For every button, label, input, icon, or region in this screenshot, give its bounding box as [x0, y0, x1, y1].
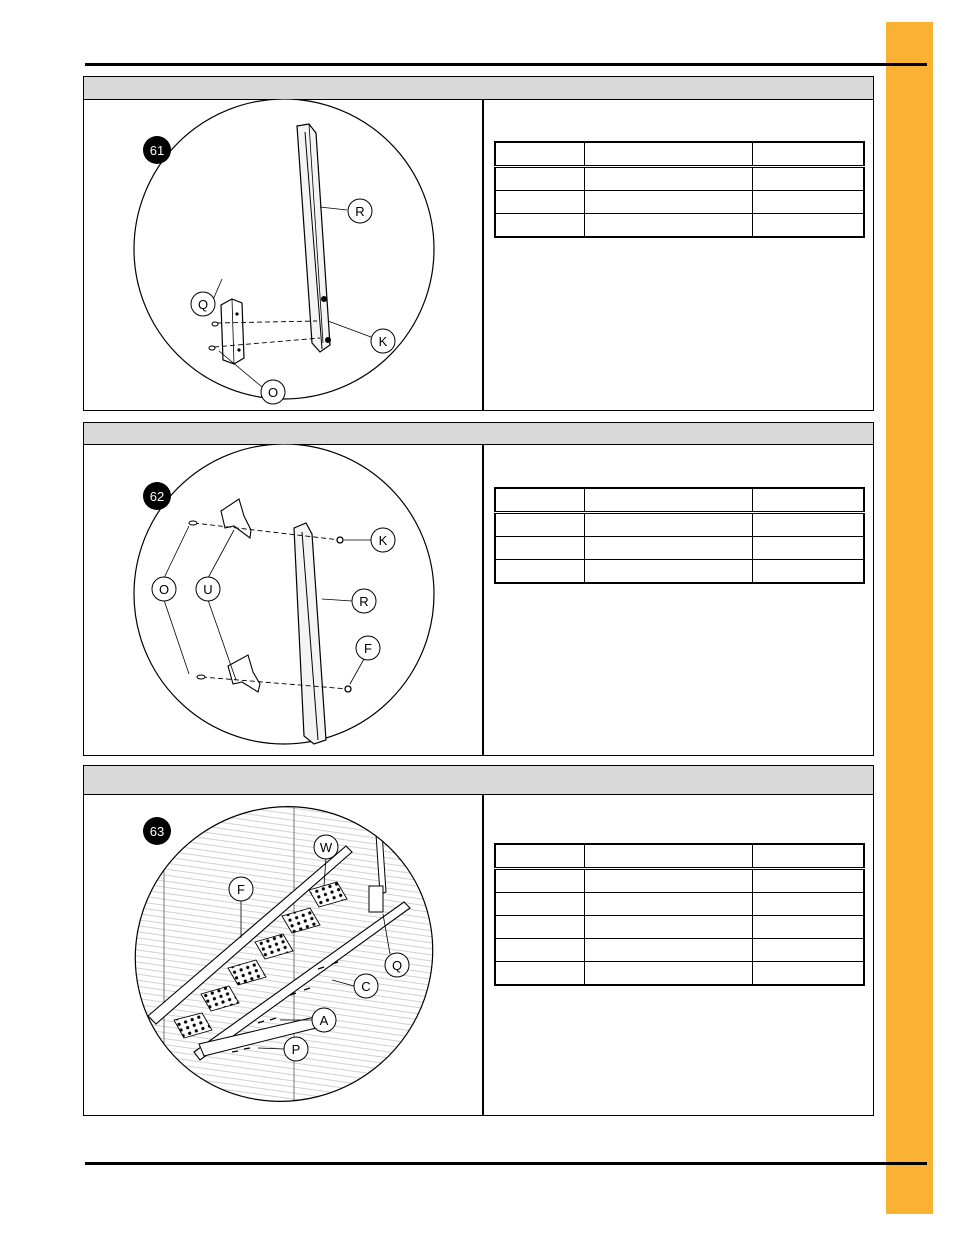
callout-label: K: [378, 533, 388, 548]
bracket-hole: [235, 312, 238, 315]
bracket-q: [369, 886, 383, 912]
bottom-rule: [85, 1162, 927, 1165]
callout-label: Q: [197, 297, 209, 312]
table-header-row: [495, 844, 864, 869]
callout-label: K: [378, 334, 388, 349]
callout-label: F: [364, 641, 372, 656]
table-row: [495, 167, 864, 191]
bolt-o: [212, 322, 218, 326]
step-61-illustration: [84, 99, 482, 411]
callout-label: A: [319, 1013, 329, 1028]
nut-k: [337, 537, 343, 543]
step-number: 63: [149, 824, 165, 839]
callout-label: Q: [391, 958, 403, 973]
chapter-side-tab: [886, 22, 933, 1214]
parts-table: [494, 843, 865, 986]
callout-label: O: [267, 385, 279, 400]
callout-label: P: [291, 1042, 301, 1057]
bolt-k2: [325, 337, 331, 343]
bolt-k: [321, 296, 327, 302]
nut-f: [345, 686, 351, 692]
table-row: [495, 560, 864, 584]
step-section-62: [83, 422, 874, 756]
bolt-o: [209, 346, 215, 350]
step-62-illustration: [84, 444, 482, 756]
table-row: [495, 962, 864, 986]
table-row: [495, 893, 864, 916]
table-row: [495, 916, 864, 939]
step-number: 61: [149, 143, 165, 158]
section-header-band: [84, 766, 873, 795]
detail-circle: [134, 444, 434, 744]
section-divider: [482, 444, 484, 755]
callout-label: F: [237, 882, 245, 897]
table-row: [495, 191, 864, 214]
table-row: [495, 939, 864, 962]
section-divider: [482, 794, 484, 1115]
callout-label: R: [359, 594, 369, 609]
callout-label: O: [158, 582, 170, 597]
step-63-illustration: [84, 794, 482, 1116]
top-rule: [85, 63, 927, 66]
step-section-61: [83, 76, 874, 411]
section-divider: [482, 99, 484, 410]
section-header-band: [84, 77, 873, 100]
table-header-row: [495, 142, 864, 167]
parts-table: [494, 487, 865, 584]
callout-label: R: [355, 204, 365, 219]
table-row: [495, 537, 864, 560]
step-number: 62: [149, 489, 165, 504]
callout-label: C: [361, 979, 371, 994]
table-row: [495, 214, 864, 238]
bracket-hole: [237, 348, 240, 351]
callout-label: U: [203, 582, 213, 597]
callout-label: W: [319, 840, 333, 855]
bolt-o: [189, 521, 197, 525]
bolt-o: [197, 675, 205, 679]
parts-table: [494, 141, 865, 238]
detail-circle: [134, 99, 434, 399]
table-row: [495, 513, 864, 537]
step-section-63: [83, 765, 874, 1116]
table-row: [495, 869, 864, 893]
section-header-band: [84, 423, 873, 445]
table-header-row: [495, 488, 864, 513]
